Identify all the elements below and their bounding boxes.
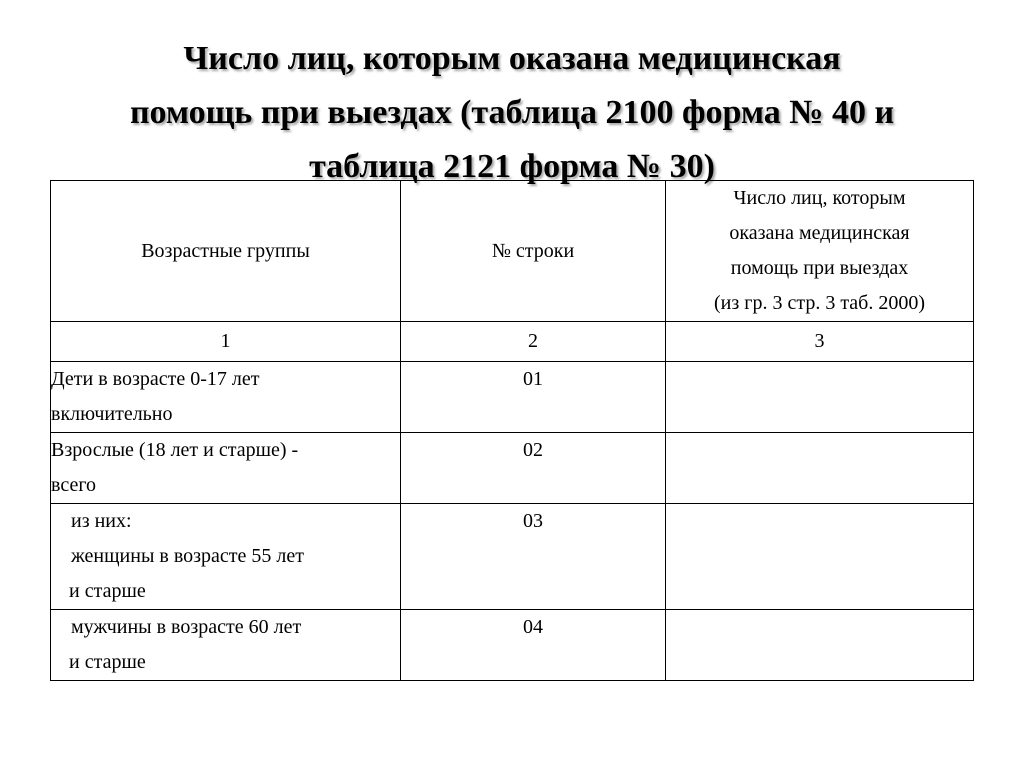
row-label-line: женщины в возрасте 55 лет [71, 545, 304, 567]
row-label-line: Взрослые (18 лет и старше) - [51, 439, 299, 461]
title-line-2: помощь при выездах (таблица 2100 форма № 40 и [129, 94, 895, 131]
report-table [50, 180, 974, 681]
column-number-1: 1 [51, 322, 401, 362]
header-people-count [666, 181, 974, 322]
title-line-3: таблица 2121 форма № 30) [309, 148, 715, 185]
table-row [51, 362, 974, 433]
header-col3-line-2: оказана медицинская [729, 222, 910, 244]
row-label [51, 610, 401, 681]
page-title [40, 32, 984, 194]
column-number-row [51, 322, 974, 362]
title-line-1: Число лиц, которым оказана медицинская [183, 40, 841, 77]
table-row [51, 504, 974, 610]
row-value-cell[interactable] [666, 362, 974, 433]
row-label-line: всего [51, 474, 97, 496]
row-code: 04 [401, 610, 666, 681]
row-label [51, 504, 401, 610]
header-col3-line-3: помощь при выездах [730, 257, 909, 279]
row-code: 02 [401, 433, 666, 504]
column-number-2: 2 [401, 322, 666, 362]
row-code: 03 [401, 504, 666, 610]
table-header-row [51, 181, 974, 322]
header-age-groups: Возрастные группы [51, 181, 401, 322]
column-number-3: 3 [666, 322, 974, 362]
header-col3-line-4: (из гр. 3 стр. 3 таб. 2000) [713, 292, 926, 314]
row-value-cell[interactable] [666, 610, 974, 681]
row-label-line: мужчины в возрасте 60 лет [71, 616, 302, 638]
row-label-line: из них: [71, 510, 132, 532]
row-label-line: Дети в возрасте 0-17 лет [51, 368, 260, 390]
header-row-number: № строки [401, 181, 666, 322]
table-row [51, 610, 974, 681]
row-value-cell[interactable] [666, 433, 974, 504]
row-label-line: и старше [69, 651, 146, 673]
row-code: 01 [401, 362, 666, 433]
row-value-cell[interactable] [666, 504, 974, 610]
table-row [51, 433, 974, 504]
header-col3-line-1: Число лиц, которым [733, 187, 906, 209]
row-label-line: и старше [69, 580, 146, 602]
row-label-line: включительно [51, 403, 173, 425]
row-label [51, 362, 401, 433]
row-label [51, 433, 401, 504]
